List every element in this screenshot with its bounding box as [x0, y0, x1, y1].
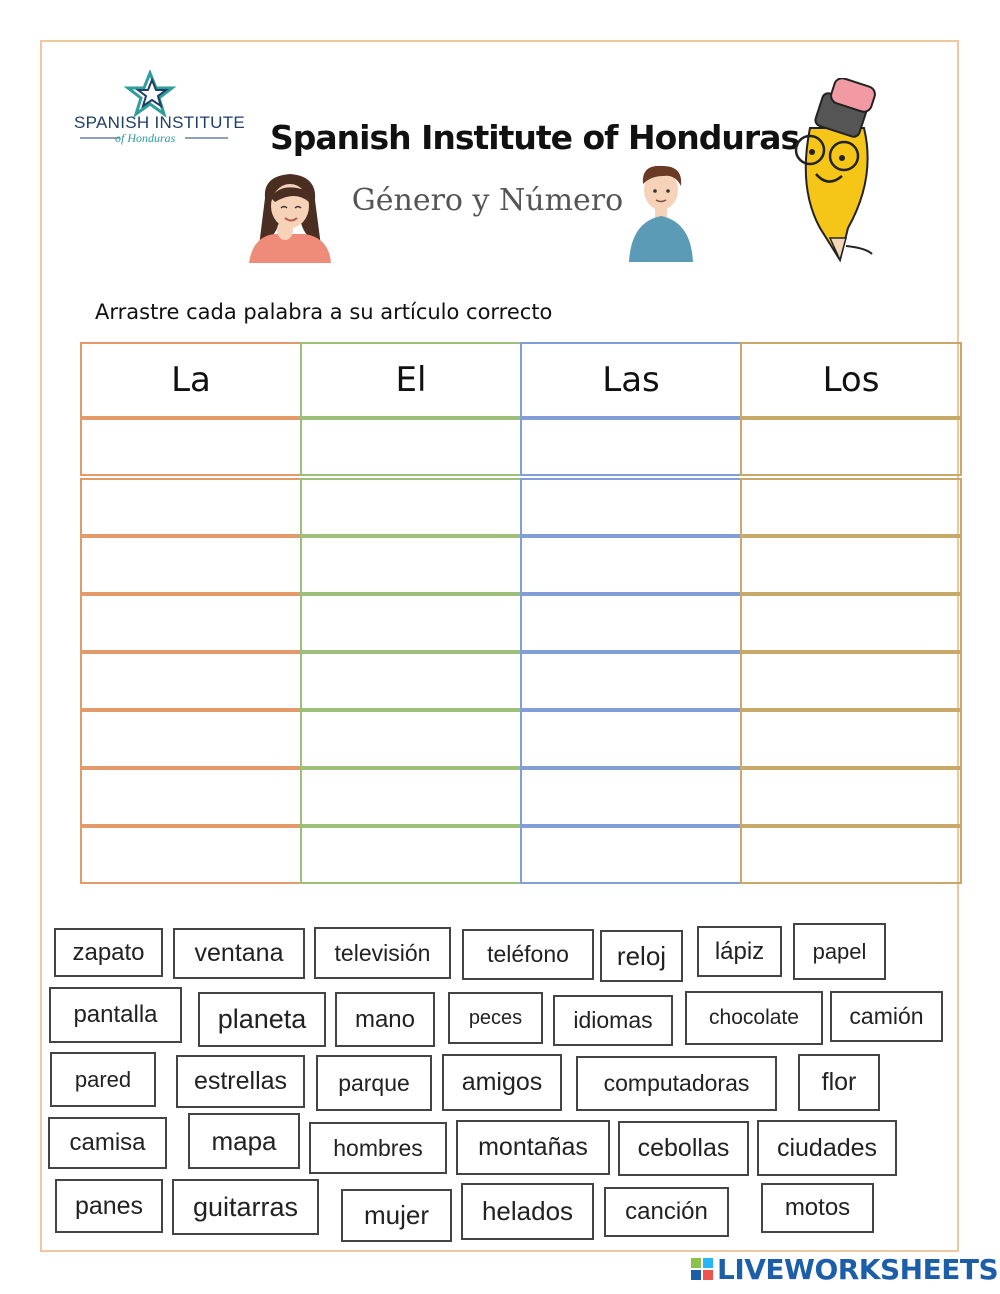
- word-tile-planeta[interactable]: planeta: [198, 992, 326, 1047]
- drop-zone-el-5[interactable]: [300, 652, 522, 710]
- sorting-table: [80, 342, 962, 884]
- word-tile-mujer[interactable]: mujer: [341, 1189, 452, 1242]
- pencil-mascot-icon: [780, 78, 885, 268]
- drop-zone-los-6[interactable]: [740, 710, 962, 768]
- column-header-los: Los: [740, 342, 962, 418]
- word-tile-telefono[interactable]: teléfono: [462, 929, 594, 980]
- liveworksheets-text: LIVEWORKSHEETS: [717, 1252, 999, 1286]
- word-tile-motos[interactable]: motos: [761, 1183, 874, 1233]
- word-tile-idiomas[interactable]: idiomas: [553, 995, 673, 1046]
- word-tile-camion[interactable]: camión: [830, 991, 943, 1042]
- drop-zone-los-2[interactable]: [740, 478, 962, 536]
- word-tile-cebollas[interactable]: cebollas: [618, 1121, 749, 1176]
- word-tile-helados[interactable]: helados: [461, 1183, 594, 1240]
- column-header-la: La: [80, 342, 302, 418]
- drop-zone-los-5[interactable]: [740, 652, 962, 710]
- drop-zone-la-6[interactable]: [80, 710, 302, 768]
- boy-illustration-icon: [625, 160, 697, 262]
- column-header-el: El: [300, 342, 522, 418]
- word-tile-amigos[interactable]: amigos: [442, 1054, 562, 1111]
- word-tile-parque[interactable]: parque: [316, 1055, 432, 1111]
- word-tile-papel[interactable]: papel: [793, 923, 886, 980]
- word-tile-chocolate[interactable]: chocolate: [685, 991, 823, 1045]
- word-tile-pantalla[interactable]: pantalla: [49, 987, 182, 1043]
- drop-zone-las-6[interactable]: [520, 710, 742, 768]
- word-tile-lapiz[interactable]: lápiz: [697, 926, 782, 977]
- drop-zone-las-1[interactable]: [520, 418, 742, 476]
- drop-zone-la-1[interactable]: [80, 418, 302, 476]
- drop-zone-las-2[interactable]: [520, 478, 742, 536]
- drop-zone-los-3[interactable]: [740, 536, 962, 594]
- word-tile-ventana[interactable]: ventana: [173, 928, 305, 979]
- liveworksheets-logo-icon: [690, 1257, 714, 1281]
- word-tile-television[interactable]: televisión: [314, 927, 451, 979]
- word-tile-camisa[interactable]: camisa: [48, 1117, 167, 1169]
- drop-zone-el-1[interactable]: [300, 418, 522, 476]
- word-tile-computadoras[interactable]: computadoras: [576, 1056, 777, 1111]
- word-tile-mapa[interactable]: mapa: [188, 1113, 300, 1169]
- word-tile-montanas[interactable]: montañas: [456, 1120, 610, 1175]
- drop-zone-los-7[interactable]: [740, 768, 962, 826]
- word-tile-peces[interactable]: peces: [448, 992, 543, 1044]
- page-title: Spanish Institute of Honduras: [270, 118, 800, 157]
- word-tile-mano[interactable]: mano: [335, 992, 435, 1047]
- word-tile-guitarras[interactable]: guitarras: [172, 1179, 319, 1235]
- drop-zone-la-2[interactable]: [80, 478, 302, 536]
- drop-zone-las-8[interactable]: [520, 826, 742, 884]
- drop-zone-la-4[interactable]: [80, 594, 302, 652]
- drop-zone-los-4[interactable]: [740, 594, 962, 652]
- word-tile-hombres[interactable]: hombres: [309, 1122, 447, 1174]
- word-tile-zapato[interactable]: zapato: [54, 928, 163, 977]
- drop-zone-el-8[interactable]: [300, 826, 522, 884]
- drop-zone-la-8[interactable]: [80, 826, 302, 884]
- word-tile-reloj[interactable]: reloj: [600, 930, 683, 982]
- drop-zone-la-7[interactable]: [80, 768, 302, 826]
- drop-zone-las-4[interactable]: [520, 594, 742, 652]
- drop-zone-los-8[interactable]: [740, 826, 962, 884]
- word-tile-pared[interactable]: pared: [50, 1052, 156, 1107]
- logo-text: SPANISH INSTITUTE: [74, 113, 246, 132]
- drop-zone-el-2[interactable]: [300, 478, 522, 536]
- drop-zone-el-6[interactable]: [300, 710, 522, 768]
- word-tile-cancion[interactable]: canción: [604, 1187, 729, 1237]
- drop-zone-el-4[interactable]: [300, 594, 522, 652]
- drop-zone-las-3[interactable]: [520, 536, 742, 594]
- instruction-text: Arrastre cada palabra a su artículo correcto: [95, 300, 553, 324]
- liveworksheets-brand[interactable]: [690, 1253, 998, 1285]
- drop-zone-el-7[interactable]: [300, 768, 522, 826]
- drop-zone-las-5[interactable]: [520, 652, 742, 710]
- word-tile-estrellas[interactable]: estrellas: [176, 1055, 305, 1108]
- drop-zone-la-3[interactable]: [80, 536, 302, 594]
- word-tile-ciudades[interactable]: ciudades: [757, 1120, 897, 1176]
- page-subtitle: Género y Número: [351, 183, 624, 218]
- word-tile-flor[interactable]: flor: [798, 1054, 880, 1111]
- logo-subtext: of Honduras: [115, 131, 176, 145]
- drop-zone-las-7[interactable]: [520, 768, 742, 826]
- drop-zone-los-1[interactable]: [740, 418, 962, 476]
- girl-illustration-icon: [245, 168, 335, 263]
- column-header-las: Las: [520, 342, 742, 418]
- drop-zone-la-5[interactable]: [80, 652, 302, 710]
- word-tile-panes[interactable]: panes: [55, 1179, 163, 1233]
- drop-zone-el-3[interactable]: [300, 536, 522, 594]
